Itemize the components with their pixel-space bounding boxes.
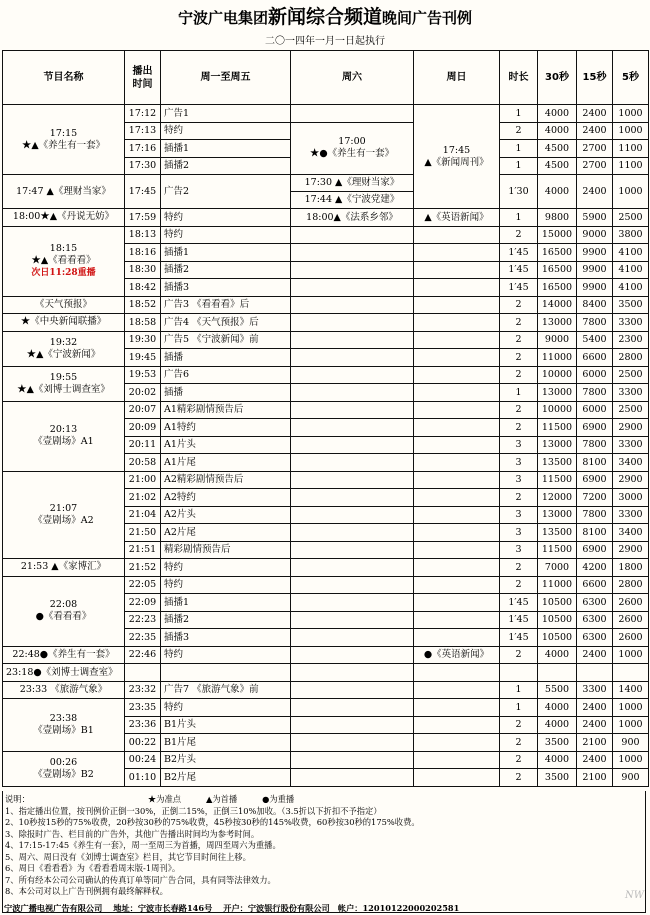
table-row: 19:55 ★▲《刘博士调查室》 19:53 广告6 2 10000 6000 2500 [3,366,649,384]
note-item: 7、所有经本公司公司确认的传真订单等同广告合同，具有同等法律效力。 [5,874,276,885]
page-title [0,6,650,29]
table-row: 20:09 A1特约 2 11500 6900 2900 [3,419,649,437]
table-row: 18:15 ★▲《看看看》 次日11:28重播 18:13 特约 2 15000 9000 3800 [3,226,649,244]
notes-label: 说明： [5,794,30,804]
table-row: 20:58 A1片尾 3 13500 8100 3400 [3,454,649,472]
table-row: 22:09 插播1 1′45 10500 6300 2600 [3,594,649,612]
table-row: 23:33 《旅游气象》 23:32 广告7 《旅游气象》前 1 5500 3300 1400 [3,681,649,699]
table-row: 20:02 插播 1 13000 7800 3300 [3,384,649,402]
table-row: ★《中央新闻联播》 18:58 广告4 《天气预报》后 2 13000 7800 3300 [3,314,649,332]
table-row: 18:30 插播2 1′45 16500 9900 4100 [3,261,649,279]
sunday-cell: ▲《英语新闻》 [414,209,500,227]
table-row: 18:16 插播1 1′45 16500 9900 4100 [3,244,649,262]
table-row: 《天气预报》 18:52 广告3 《看看看》后 2 14000 8400 3500 [3,296,649,314]
watermark: NW [624,890,644,901]
symbol-legend: ★为准点 ▲为首播 ●为重播 [147,794,295,804]
col-15s: 15秒 [577,51,613,105]
table-row: 21:50 A2片尾 3 13500 8100 3400 [3,524,649,542]
replay-note: 次日11:28重播 [31,268,96,278]
program-cell: 17:47 ▲《理财当家》 [3,175,125,209]
table-row: 17:13 特约 17:00 ★●《养生有一套》 2 4000 2400 1000 [3,122,649,140]
note-item: 3、除报时广告、栏目前的广告外，其他广告播出时间均为参考时间。 [5,828,260,839]
col-program-name: 节目名称 [3,51,125,105]
table-row: 17:16 插播1 1 4500 2700 1100 [3,140,649,158]
notes-header [5,794,645,806]
program-cell: 23:33 《旅游气象》 [3,681,125,699]
note-item: 8、本公司对以上广告刊例拥有最终解释权。 [5,886,168,896]
rate-table [2,50,649,787]
table-row: 21:53 ▲《家博汇》 21:52 特约 2 7000 4200 1800 [3,559,649,577]
program-cell: 18:15 ★▲《看看看》 次日11:28重播 [3,226,125,296]
program-cell: 21:53 ▲《家博汇》 [3,559,125,577]
table-row: 00:22 B1片尾 2 3500 2100 900 [3,734,649,752]
saturday-cell: 17:30 ▲《理财当家》 17:44 ▲《宁波党建》 [291,175,414,209]
col-weekdays: 周一至周五 [161,51,291,105]
table-row: 17:47 ▲《理财当家》 17:45 广告2 17:30 ▲《理财当家》 17:44 ▲《宁波党建》 1′30 4000 2400 1000 [3,175,649,209]
program-cell: 23:18●《刘博士调查室》 [3,664,125,682]
table-row: 20:11 A1片头 3 13000 7800 3300 [3,436,649,454]
program-cell: 《天气预报》 [3,296,125,314]
note-item: 6、周日《看看看》为《看看看周末版-1周刊》。 [5,863,181,873]
table-row: 21:51 精彩剧情预告后 3 11500 6900 2900 [3,541,649,559]
program-cell: 18:00★▲《丹说无妨》 [3,209,125,227]
table-row: 00:26 《壹剧场》B2 00:24 B2片头 2 4000 2400 1000 [3,751,649,769]
program-cell: 23:38 《壹剧场》B1 [3,699,125,752]
table-row: 21:04 A2片头 3 13000 7800 3300 [3,506,649,524]
table-row: 17:15 ★▲《养生有一套》 17:12 广告1 17:45 ▲《新闻周刊》 1 4000 2400 1000 [3,105,649,123]
title-channel: 新闻综合频道 [267,6,382,28]
saturday-cell: 18:00▲《法系乡邻》 [291,209,414,227]
saturday-cell: 17:00 ★●《养生有一套》 [291,122,414,175]
note-item: 5、周六、周日没有《刘博士调查室》栏目，其它节目时间往上移。 [5,851,251,862]
col-sunday: 周日 [414,51,500,105]
sunday-cell: ●《英语新闻》 [414,646,500,664]
note-item: 4、17:15-17:45《养生有一套》，周一至周三为首播，周四至周六为重播。 [5,840,281,850]
col-30s: 30秒 [538,51,577,105]
note-item: 2、10秒按15秒的75%收费，20秒按30秒的75%收费，45秒按30秒的145%收费，60秒按30秒的175%收费。 [5,817,420,827]
table-row: 21:02 A2特约 2 12000 7200 3000 [3,489,649,507]
col-5s: 5秒 [613,51,649,105]
program-cell: 22:08 ●《看看看》 [3,576,125,646]
table-row: 01:10 B2片尾 2 3500 2100 900 [3,769,649,787]
table-row: 18:42 插播3 1′45 16500 9900 4100 [3,279,649,297]
table-row [3,664,649,682]
table-row: 19:32 ★▲《宁波新闻》 19:30 广告5 《宁波新闻》前 2 9000 5400 2300 [3,331,649,349]
sunday-cell: 17:45 ▲《新闻周刊》 [414,105,500,209]
program-cell: 19:55 ★▲《刘博士调查室》 [3,366,125,401]
table-row: 22:08 ●《看看看》 22:05 特约 2 11000 6600 2800 [3,576,649,594]
notes-section [2,791,646,913]
note-item: 1、指定播出位置，按刊例价正倒一30%，正倒二15%，正倒三10%加收。（3.5折以下折扣不予指定） [5,805,382,816]
col-saturday: 周六 [291,51,414,105]
table-row: 23:38 《壹剧场》B1 23:35 特约 1 4000 2400 1000 [3,699,649,717]
table-row: 23:36 B1片头 2 4000 2400 1000 [3,716,649,734]
company-footer: 宁波广播电视广告有限公司 地址：宁波市长春路146号 开户：宁波银行股份有限公司 帐户：12010122000202581 [4,903,460,913]
table-row: 22:35 插播3 1′45 10500 6300 2600 [3,629,649,647]
table-row: 17:30 插播2 1 4500 2700 1100 [3,157,649,175]
table-row: 22:23 插播2 1′45 10500 6300 2600 [3,611,649,629]
program-cell: 21:07 《壹剧场》A2 [3,471,125,559]
program-cell: 19:32 ★▲《宁波新闻》 [3,331,125,366]
program-cell: 00:26 《壹剧场》B2 [3,751,125,786]
program-cell: 20:13 《壹剧场》A1 [3,401,125,471]
title-company: 宁波广电集团 [177,9,268,27]
saturday-cell [291,105,414,123]
col-air-time: 播出时间 [125,51,161,105]
title-rate-card: 晚间广告刊例 [382,9,473,27]
table-row: 22:48●《养生有一套》 22:46 特约 ●《英语新闻》 2 4000 2400 1000 [3,646,649,664]
table-row: 20:13 《壹剧场》A1 20:07 A1精彩剧情预告后 2 10000 6000 2500 [3,401,649,419]
table-row: 21:07 《壹剧场》A2 21:00 A2精彩剧情预告后 3 11500 6900 2900 [3,471,649,489]
program-cell: ★《中央新闻联播》 [3,314,125,332]
table-row: 19:45 插播 2 11000 6600 2800 [3,349,649,367]
effective-date: 二〇一四年一月一日起执行 [265,36,385,47]
program-cell: 17:15 ★▲《养生有一套》 [3,105,125,175]
program-cell: 22:48●《养生有一套》 [3,646,125,664]
col-duration: 时长 [500,51,538,105]
table-row: 18:00★▲《丹说无妨》 17:59 特约 18:00▲《法系乡邻》 ▲《英语新闻》 1 9800 5900 2500 [3,209,649,227]
table-header-row [3,51,649,105]
